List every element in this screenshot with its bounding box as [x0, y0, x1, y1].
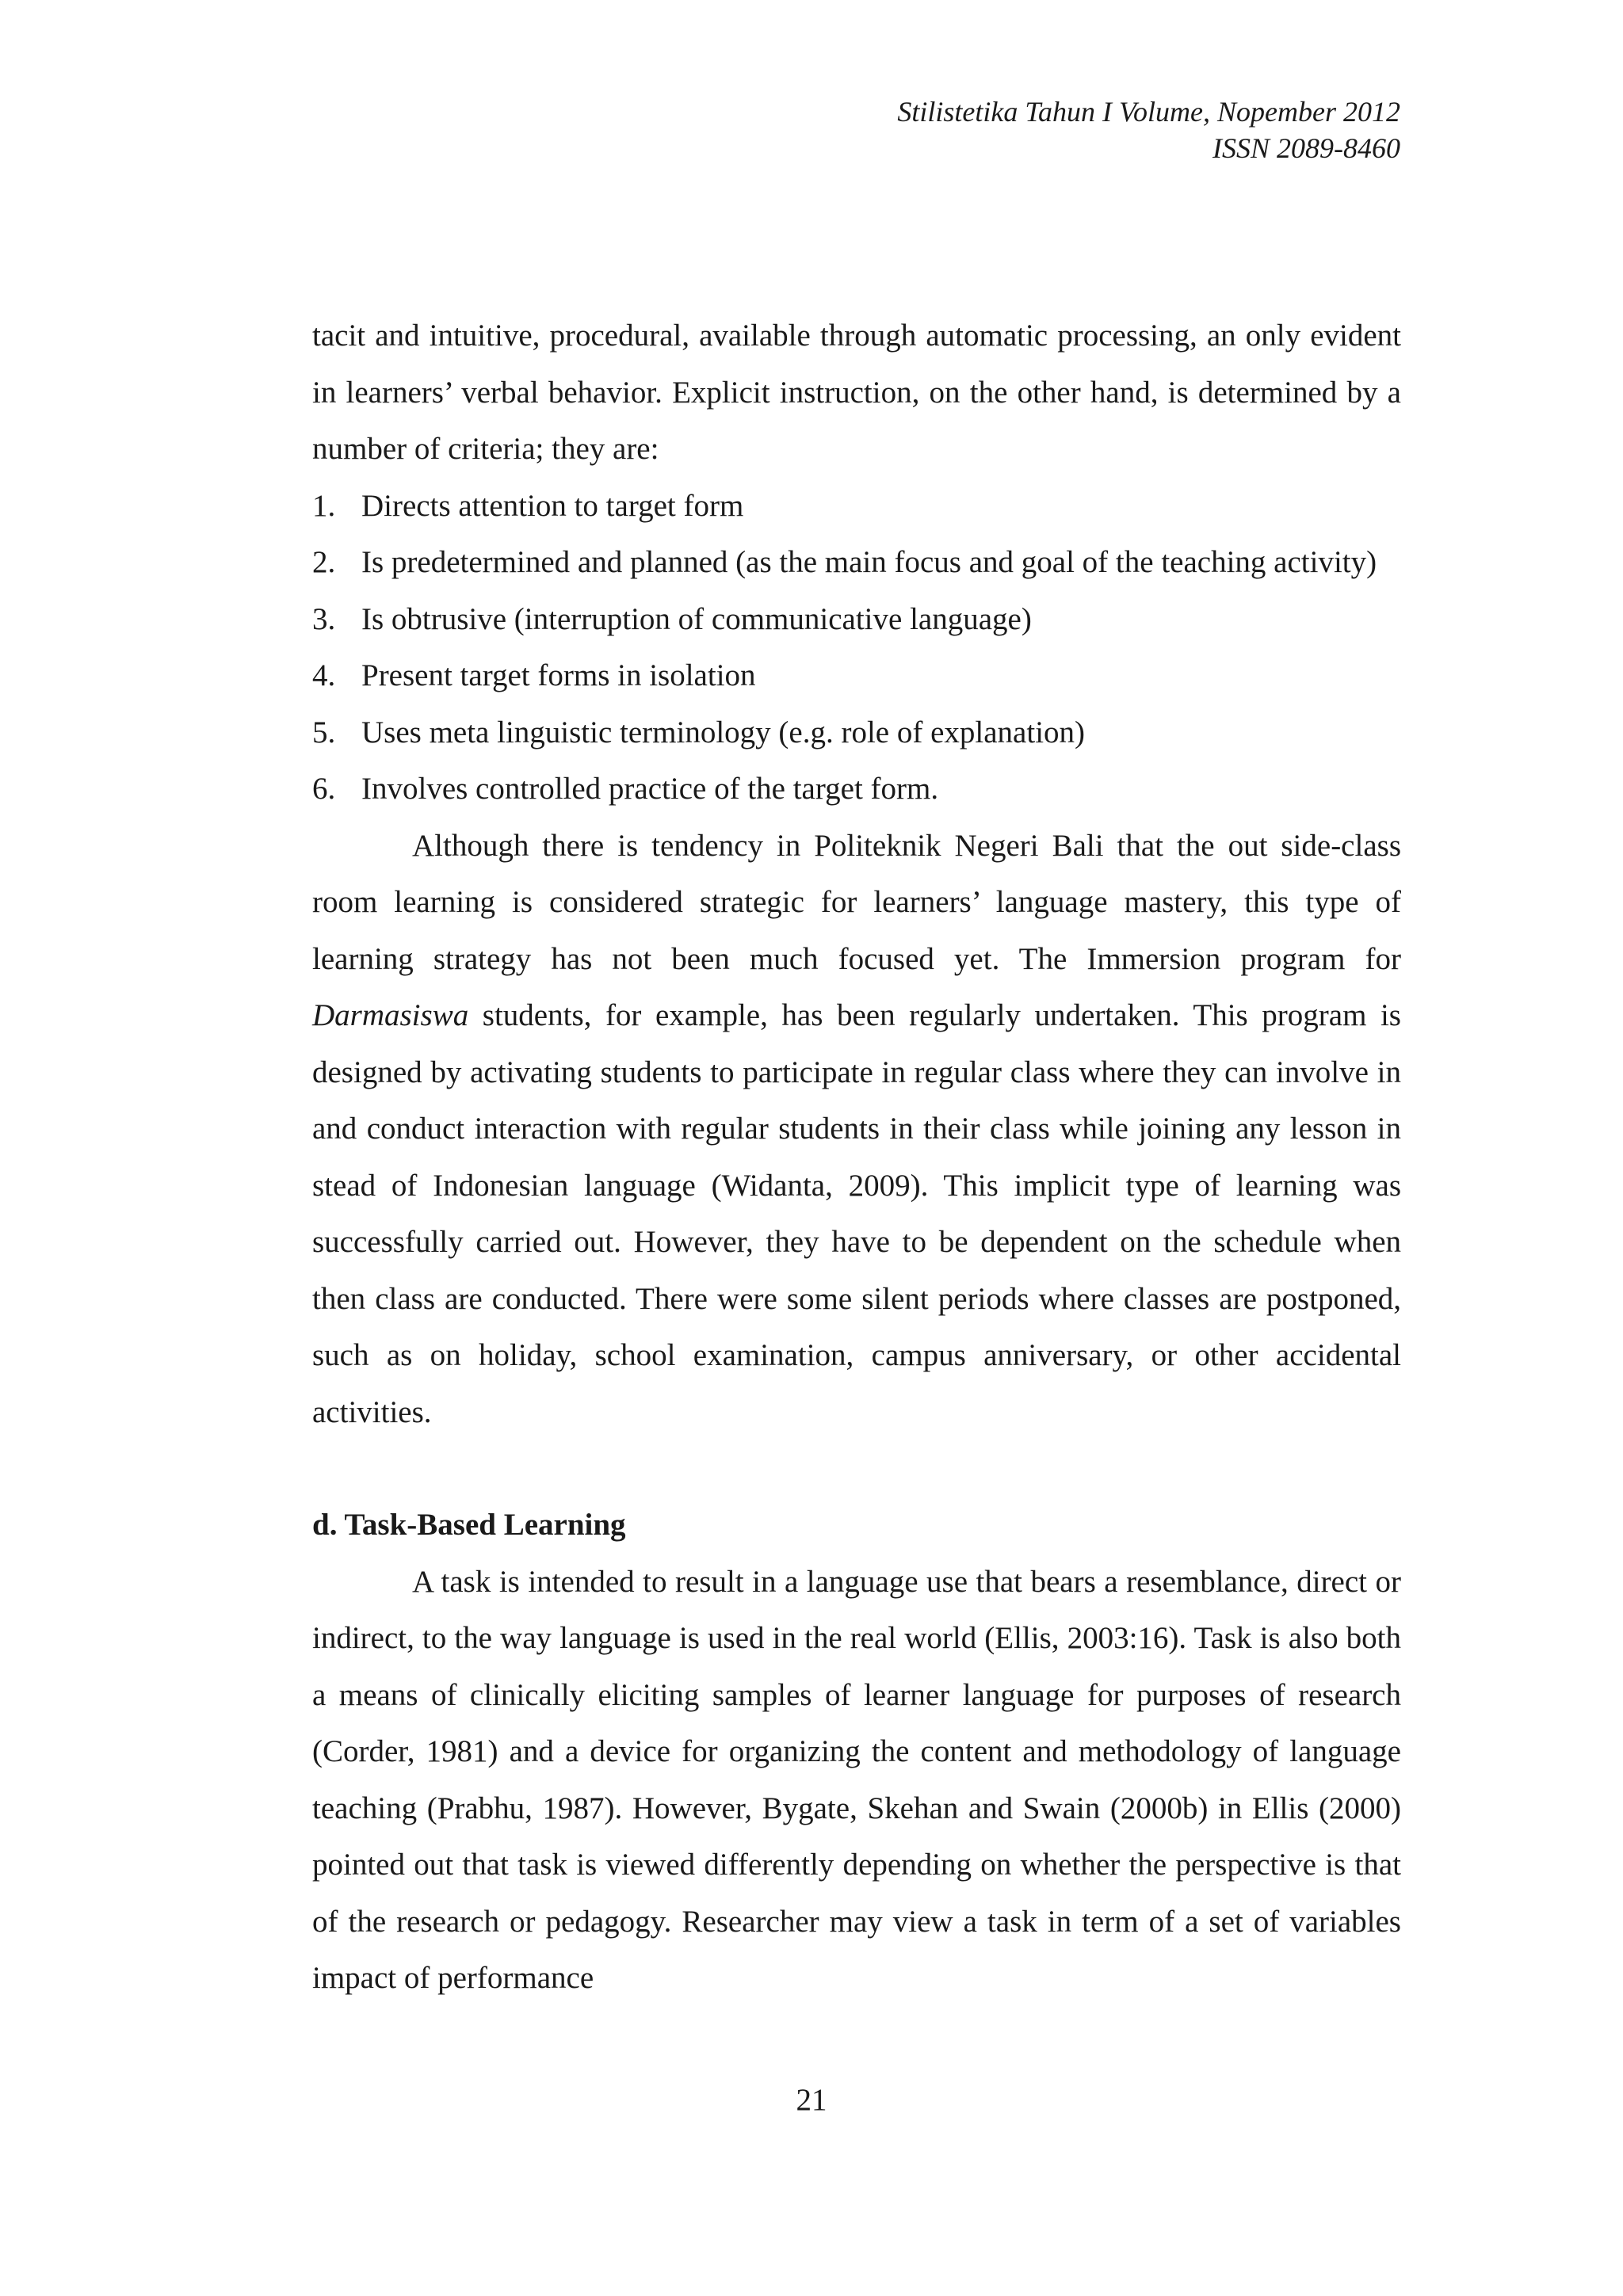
list-item-number: 6.: [312, 772, 336, 806]
list-item: [312, 591, 1401, 648]
paragraph-politeknik: [312, 818, 1401, 1441]
list-item: [312, 534, 1401, 591]
list-item-text: Is obtrusive (interruption of communicative language): [361, 601, 1032, 636]
journal-title: Stilistetika Tahun I Volume, Nopember 2012: [897, 96, 1400, 128]
list-item: [312, 704, 1401, 761]
list-item-number: 4.: [312, 658, 336, 692]
list-item-text: Uses meta linguistic terminology (e.g. role of explanation): [361, 715, 1086, 749]
section-heading: d. Task-Based Learning: [312, 1508, 626, 1542]
list-item: [312, 647, 1401, 704]
list-item-text: Is predetermined and planned (as the main focus and goal of the teaching activity): [361, 545, 1377, 579]
body-text: [312, 307, 1401, 2007]
page-number: 21: [796, 2083, 827, 2117]
list-item: [312, 761, 1401, 818]
list-item: [312, 478, 1401, 535]
paragraph-text-part: Although there is tendency in Politeknik Negeri Bali that the out side-class room learning is considered strategic for learners’ language mastery, this type of learning strategy has not been much focused yet. The Immersion program for: [312, 828, 1401, 976]
list-item-number: 2.: [312, 545, 336, 579]
italic-term-darmasiswa: Darmasiswa: [312, 998, 469, 1032]
list-item-number: 3.: [312, 601, 336, 636]
issn-line: ISSN 2089-8460: [1212, 132, 1400, 164]
paragraph-explicit-instruction: tacit and intuitive, procedural, available through automatic processing, an only evident in learners’ verbal behavior. Explicit instruction, on the other hand, is determined by a number of criteria; they are:: [312, 318, 1401, 466]
list-item-number: 1.: [312, 488, 336, 523]
list-item-text: Directs attention to target form: [361, 488, 744, 523]
list-item-text: Present target forms in isolation: [361, 658, 756, 692]
list-item-text: Involves controlled practice of the target form.: [361, 772, 939, 806]
criteria-list: [312, 478, 1401, 818]
paragraph-task-definition: A task is intended to result in a language use that bears a resemblance, direct or indirect, to the way language is used in the real world (Ellis, 2003:16). Task is also both a means of clinically eliciting samples of learner language for purposes of research (Corder, 1981) and a device for organizing the content and methodology of language teaching (Prabhu, 1987). However, Bygate, Skehan and Swain (2000b) in Ellis (2000) pointed out that task is viewed differently depending on whether the perspective is that of the research or pedagogy. Researcher may view a task in term of a set of variables impact of performance: [312, 1564, 1401, 1995]
paragraph-text-part: students, for example, has been regularly undertaken. This program is designed by activating students to participate in regular class where they can involve in and conduct interaction with regular students in their class while joining any lesson in stead of Indonesian language (Widanta, 2009). This implicit type of learning was successfully carried out. However, they have to be dependent on the schedule when then class are conducted. There were some silent periods where classes are postponed, such as on holiday, school examination, campus anniversary, or other accidental activities.: [312, 998, 1401, 1429]
list-item-number: 5.: [312, 715, 336, 749]
running-header: [897, 93, 1400, 166]
